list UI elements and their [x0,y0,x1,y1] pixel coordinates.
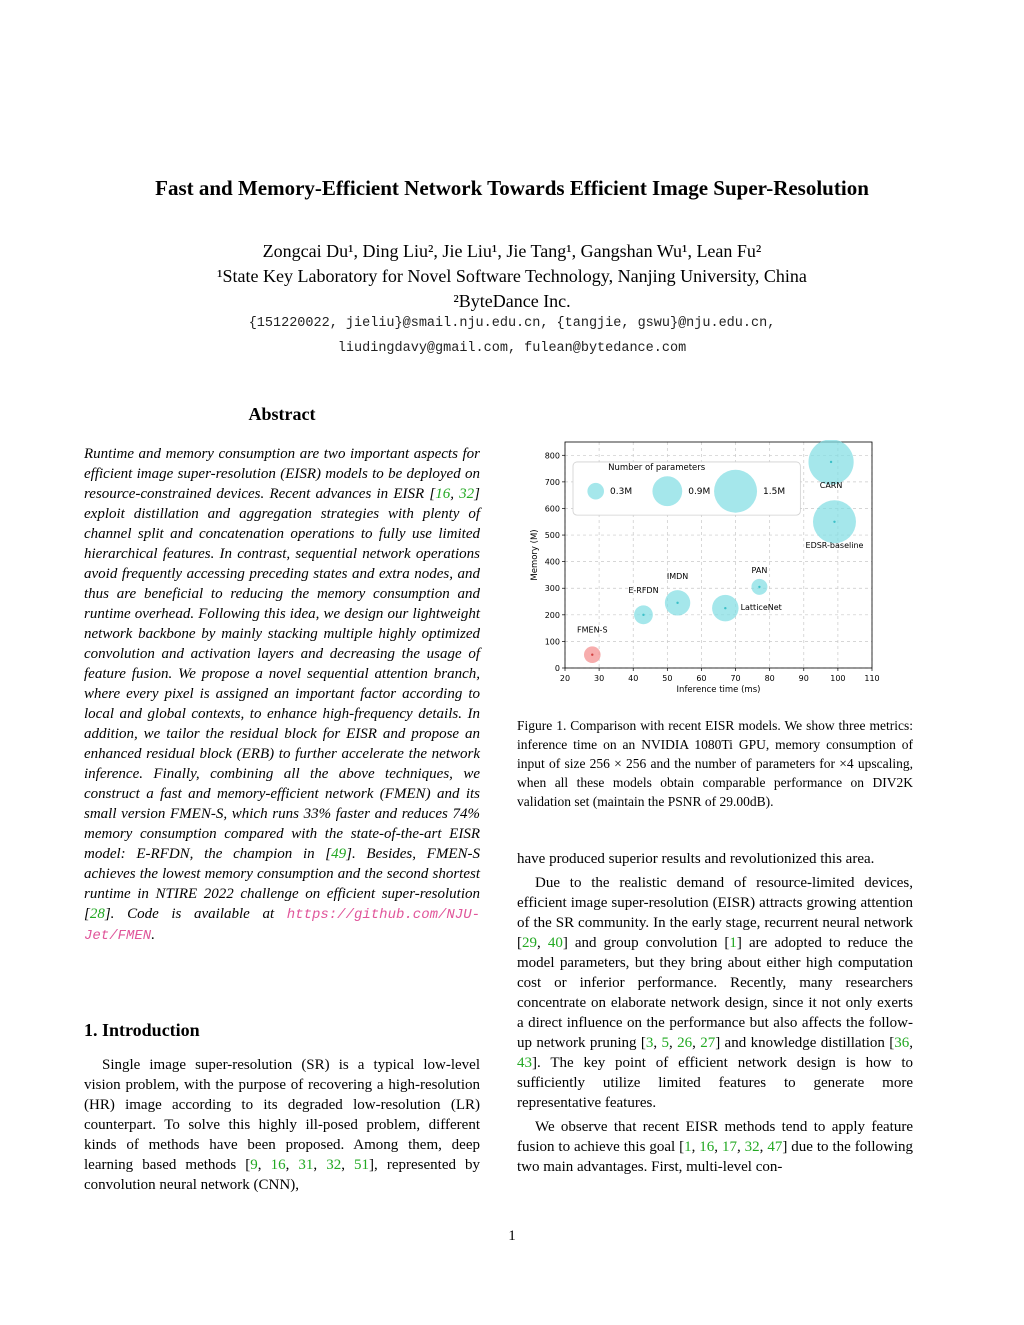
author-block [0,239,1024,314]
figure-1-chart [525,440,885,700]
abstract-text: ]. Code is available at [104,906,287,922]
citation-link[interactable]: 36 [894,1035,910,1051]
citation-link[interactable]: 49 [331,846,347,862]
x-tick-label: 60 [696,674,707,683]
legend-label: 0.9M [688,487,711,498]
citation-link[interactable]: 16 [699,1139,715,1155]
legend-label: 0.3M [610,487,633,498]
citation-link[interactable]: 51 [354,1157,370,1173]
email-line-2: liudingdavy@gmail.com, fulean@bytedance.com [337,341,687,356]
legend-marker [714,470,757,513]
paper-title: Fast and Memory-Efficient Network Towards Efficient Image Super-Resolution [155,176,869,200]
x-tick-label: 30 [594,674,605,683]
right-column-text [517,849,913,1181]
data-label: LatticeNet [740,603,782,613]
y-tick-label: 400 [544,557,560,567]
citation-link[interactable]: 40 [547,935,563,951]
x-tick-label: 80 [764,674,775,683]
data-point-center [758,586,760,588]
citation-link[interactable]: 32 [744,1139,760,1155]
x-tick-label: 20 [559,674,571,683]
abstract-text: ]. Besides, FMEN-S achieves the lowest memory consumption and the second shortest runtime in NTIRE 2022 challenge on efficient super-resolution [ [84,846,480,922]
paragraph-text: ] and group convolution [ [562,935,730,951]
legend-marker [587,483,604,500]
abstract-body [84,444,480,946]
y-tick-label: 800 [544,451,560,461]
y-tick-label: 100 [544,637,560,647]
citation-link[interactable]: 29 [522,935,537,951]
abstract-text: ] exploit distillation and aggregation strategies with plenty of channel split and concatenation operations to fully use limited hierarchical features. In contrast, sequential network operations avoid frequently accessing preceding states and extra nodes, and thus are beneficial to reducing the memory consumption and runtime overhead. Following this idea, we design our lightweight network backbone by mainly stacking multiple highly optimized convolution and activation layers and decreasing the usage of feature fusion. We propose a novel sequential attention branch, where every pixel is assigned an important factor according to local and global contexts, to enhance high-frequency details. In addition, we tailor the residual block for EISR and propose an enhanced residual block (ERB) to further accelerate the network inference. Finally, combining all the above techniques, we construct a fast and memory-efficient network (FMEN) and its small version FMEN-S, which runs 33% faster and reduces 74% memory consumption compared with the state-of-the-art EISR model: E-RFDN, the champion in [ [84,486,480,862]
abstract-text: , [450,486,460,502]
citation-link[interactable]: 17 [721,1139,737,1155]
y-tick-label: 200 [544,610,560,620]
email-line-1: {151220022, jieliu}@smail.nju.edu.cn, {tangjie, gswu}@nju.edu.cn, [248,316,776,331]
paragraph-text: ] and knowledge distillation [ [715,1035,895,1051]
paragraph: We observe that recent EISR methods tend to apply feature fusion to achieve this goal [1, 16, 17, 32, 47] due to the following two main advantages. First, multi-level con- [517,1119,914,1175]
y-tick-label: 700 [544,477,560,487]
data-label: E-RFDN [628,585,659,595]
citation-link[interactable]: 26 [677,1035,693,1051]
citation-link[interactable]: 28 [89,906,105,922]
abstract-text: . [151,927,155,943]
data-point-center [591,654,593,656]
paragraph [517,849,913,869]
intro-paragraph: Single image super-resolution (SR) is a typical low-level vision problem, with the purpose of recovering a high-resolution (HR) image according to its degraded low-resolution (LR) counterpart. To solve this highly ill-posed problem, different kinds of methods have been proposed. Among them, deep learning based methods [9, 16, 31, 32, 51], represented by convolution neural network (CNN), [84,1057,481,1193]
citation-link[interactable]: 9 [250,1157,258,1173]
x-tick-label: 110 [864,674,880,683]
x-axis-label: Inference time (ms) [676,685,761,695]
data-label: PAN [751,565,768,575]
legend-marker [652,476,682,506]
y-tick-label: 0 [554,664,560,673]
citation-link[interactable]: 32 [326,1157,342,1173]
citation-link[interactable]: 16 [270,1157,286,1173]
citation-link[interactable]: 47 [767,1139,783,1155]
x-tick-label: 70 [730,674,741,683]
affiliation-1: ¹State Key Laboratory for Novel Software Technology, Nanjing University, China [217,266,807,286]
paragraph-text: Due to the realistic demand of resource-limited devices, efficient image super-resolution (EISR) attracts growing attention of the SR community. In the early stage, recurrent neural network [ [517,875,913,951]
intro-text: ], represented by convolution neural network (CNN), [84,1157,481,1193]
citation-link[interactable]: 1 [684,1139,692,1155]
citation-link[interactable]: 27 [700,1035,716,1051]
data-label: IMDN [666,571,689,581]
code-url-link[interactable]: https://github.com/NJU-Jet/FMEN [84,907,480,944]
data-label: FMEN-S [577,625,608,635]
y-tick-label: 500 [544,531,560,541]
citation-link[interactable]: 31 [298,1157,314,1173]
legend-label: 1.5M [763,487,786,498]
data-point-center [676,602,678,604]
abstract-text: Runtime and memory consumption are two important aspects for efficient image super-resolution (EISR) models to be deployed on resource-constrained devices. Recent advances in EISR [ [84,446,480,502]
citation-link[interactable]: 5 [661,1035,669,1051]
paragraph-text: ]. The key point of efficient network design is how to sufficiently utilize limited features to generate more representative features. [517,1055,913,1111]
paragraph-text: ] are adopted to reduce the model parameters, but they bring about either high computation cost or inferior performance. Recently, many researchers concentrate on elaborate network design, since it not only exerts a direct influence on the performance but also affects the follow-up network pruning [ [517,935,914,1051]
data-point-center [830,461,832,463]
citation-link[interactable]: 3 [645,1035,654,1051]
section-heading-introduction: 1. Introduction [84,1020,200,1040]
affiliation-2: ²ByteDance Inc. [453,291,571,311]
citation-link[interactable]: 1 [729,935,737,951]
page-number: 1 [508,1228,516,1244]
citation-link[interactable]: 32 [459,486,475,502]
y-axis-label: Memory (M) [530,529,540,581]
citation-link[interactable]: 43 [517,1055,532,1071]
legend-title: Number of parameters [608,462,706,473]
paragraph-text: We observe that recent EISR methods tend to apply feature fusion to achieve this goal [ [517,1119,913,1155]
paragraph-text: have produced superior results and revolutionized this area. [517,851,875,867]
chart-legend [573,462,800,515]
data-label: EDSR-baseline [805,540,864,550]
y-tick-label: 600 [544,504,560,514]
abstract-heading: Abstract [248,404,316,424]
data-point-center [642,614,644,616]
data-point-center [724,607,726,609]
intro-text: Single image super-resolution (SR) is a typical low-level vision problem, with the purpose of recovering a high-resolution (HR) image according to its degraded low-resolution (LR) counterpart. To solve this highly ill-posed problem, different kinds of methods have been proposed. Among them, deep learning based methods [ [84,1057,480,1173]
data-label: CARN [819,480,843,490]
x-tick-label: 100 [830,674,846,683]
figure-1-caption: Figure 1. Comparison with recent EISR models. We show three metrics: inference time on an NVIDIA 1080Ti GPU, memory consumption of input of size 256 × 256 and the number of parameters for ×4 upscaling, when all these models obtain comparable performance on DIV2K validation set (maintain the PSNR of 29.00dB). [517,718,913,809]
citation-link[interactable]: 16 [435,486,451,502]
data-point-center [833,521,835,523]
paragraph-text: ] due to the following two main advantages. First, multi-level con- [517,1139,914,1175]
x-tick-label: 50 [662,674,673,683]
y-tick-label: 300 [544,584,560,594]
x-tick-label: 90 [798,674,809,683]
paragraph: Due to the realistic demand of resource-limited devices, efficient image super-resolution (EISR) attracts growing attention of the SR community. In the early stage, recurrent neural network [29, 40] and group convolution [1] are adopted to reduce the model parameters, but they bring about either high computation cost or inferior performance. Recently, many researchers concentrate on elaborate network design, since it not only exerts a direct influence on the performance but also affects the follow-up network pruning [3, 5, 26, 27] and knowledge distillation [36, 43]. The key point of efficient network design is how to sufficiently utilize limited features to generate more representative features. [517,875,914,1111]
author-names: Zongcai Du¹, Ding Liu², Jie Liu¹, Jie Tang¹, Gangshan Wu¹, Lean Fu² [262,241,762,261]
x-tick-label: 40 [628,674,639,683]
